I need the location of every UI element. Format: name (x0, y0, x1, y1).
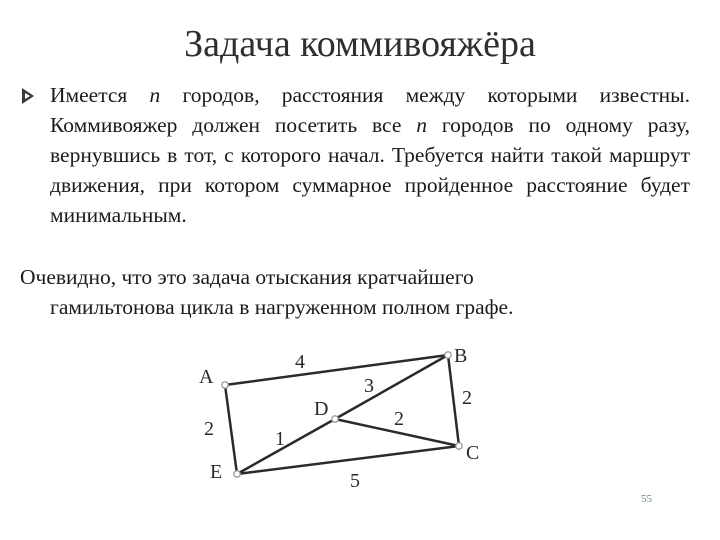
weight-a-b: 4 (295, 351, 305, 373)
node-e (234, 471, 240, 477)
weight-b-c: 2 (462, 387, 472, 409)
bullet-line: Имеется n городов, расстояния между которыми известны. Коммивояжер должен посетить все n городов по одному разу, вернувшись в тот, с которого начал. Требуется найти такой маршрут движения, при котором суммарное пройденное расстояние будет минимальным. (50, 83, 691, 227)
node-label-d: D (314, 398, 329, 420)
edge-a-b (225, 355, 448, 385)
weight-e-c: 5 (350, 470, 360, 492)
conclusion-line-2: гамильтонова цикла в нагруженном полном графе. (50, 295, 514, 319)
weight-d-c: 2 (394, 408, 404, 430)
edge-b-c (448, 355, 459, 446)
edge-d-b (335, 355, 448, 419)
node-label-b: B (454, 345, 468, 367)
node-label-e: E (210, 461, 223, 483)
node-b (445, 352, 451, 358)
weight-e-d: 1 (275, 428, 285, 450)
edge-e-c (237, 446, 459, 474)
node-label-a: A (199, 366, 214, 388)
page-number: 55 (641, 493, 652, 505)
conclusion-line-1: Очевидно, что это задача отыскания кратчайшего (20, 265, 474, 289)
node-label-c: C (466, 442, 480, 464)
node-d (332, 416, 338, 422)
weight-a-e: 2 (204, 418, 214, 440)
node-a (222, 382, 228, 388)
node-c (456, 443, 462, 449)
edge-a-e (225, 385, 237, 474)
slide-title: Задача коммивояжёра (184, 23, 536, 65)
graph-edges (225, 355, 459, 474)
edge-e-d (237, 419, 335, 474)
weight-d-b: 3 (364, 375, 374, 397)
